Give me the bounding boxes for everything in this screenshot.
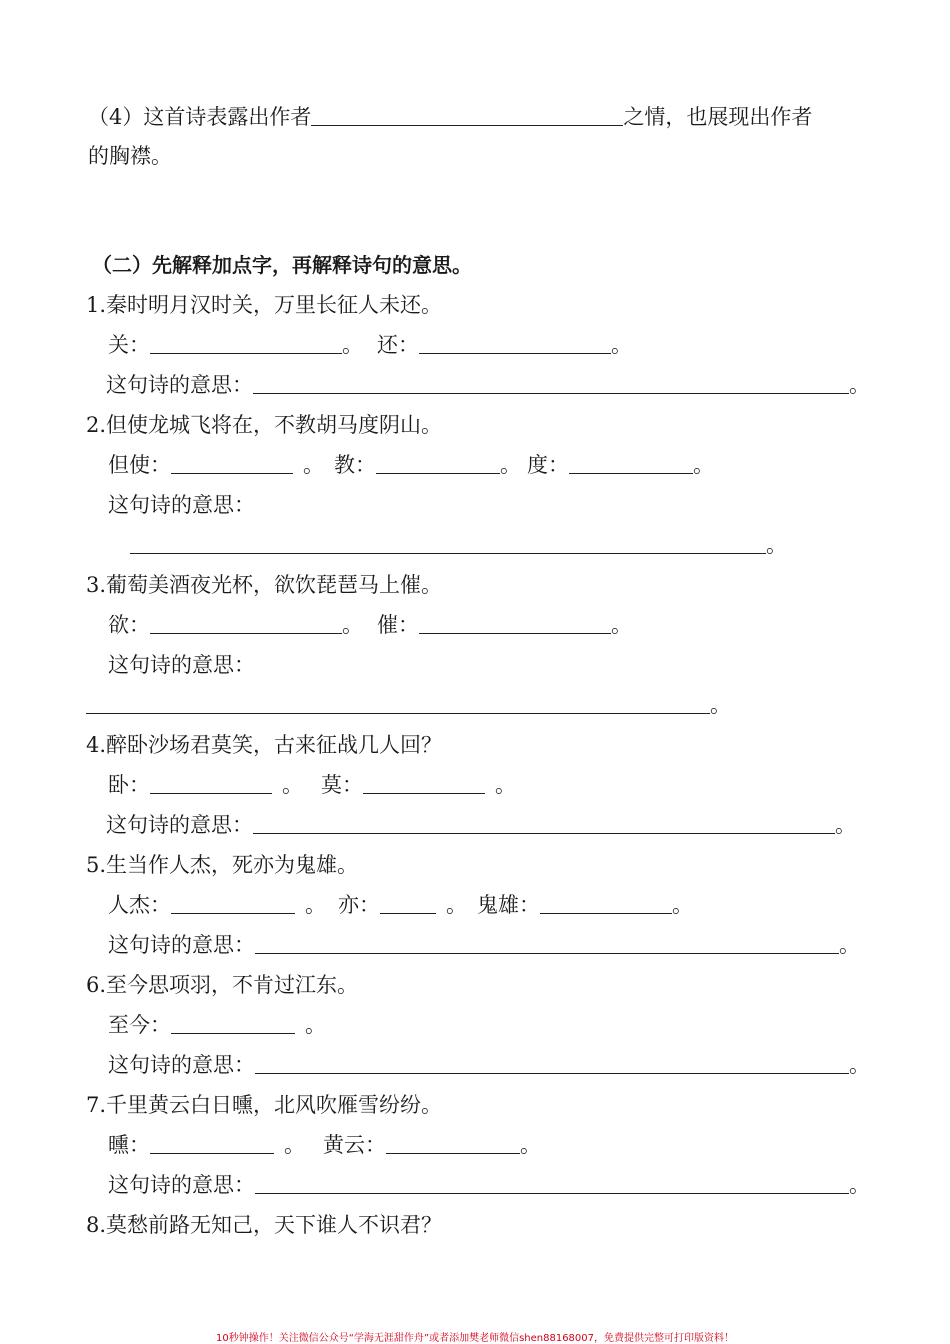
q1-word-row xyxy=(108,331,632,359)
period: 。 xyxy=(500,453,521,477)
period: 。 xyxy=(835,813,856,837)
q2-meaning-blank[interactable] xyxy=(130,533,766,554)
q5-word-3-blank[interactable] xyxy=(540,893,672,914)
q7-word-row xyxy=(108,1131,541,1159)
q5-word-3-label: 鬼雄： xyxy=(477,893,540,917)
q6-word-1-blank[interactable] xyxy=(171,1013,295,1034)
part4-prefix: （4）这首诗表露出作者 xyxy=(88,105,312,129)
part4-answer-blank[interactable] xyxy=(311,105,623,126)
q5-meaning-blank[interactable] xyxy=(255,933,839,954)
q1-meaning-row xyxy=(106,371,870,399)
meaning-label: 这句诗的意思： xyxy=(108,1053,255,1077)
period: 。 xyxy=(849,373,870,397)
q6-meaning-blank[interactable] xyxy=(255,1053,849,1074)
q2-word-3-label: 度： xyxy=(527,453,569,477)
q7-word-2-label: 黄云： xyxy=(323,1133,386,1157)
part4-line1 xyxy=(88,103,812,131)
q2-meaning-row xyxy=(130,531,787,559)
q2-word-3-blank[interactable] xyxy=(569,453,693,474)
question-5: 5.生当作人杰，死亦为鬼雄。 xyxy=(86,853,359,877)
q3-word-row xyxy=(108,611,632,639)
q4-word-1-blank[interactable] xyxy=(150,773,272,794)
q1-word-1-blank[interactable] xyxy=(150,333,342,354)
q4-word-row xyxy=(108,771,516,799)
period: 。 xyxy=(495,773,516,797)
period: 。 xyxy=(446,893,467,917)
q3-meaning-label: 这句诗的意思： xyxy=(108,653,255,677)
period: 。 xyxy=(611,613,632,637)
period: 。 xyxy=(305,893,326,917)
meaning-label: 这句诗的意思： xyxy=(106,813,253,837)
q3-word-2-label: 催： xyxy=(377,613,419,637)
period: 。 xyxy=(284,1133,305,1157)
q2-meaning-label: 这句诗的意思： xyxy=(108,493,255,517)
q5-word-row xyxy=(108,891,693,919)
question-3: 3.葡萄美酒夜光杯，欲饮琵琶马上催。 xyxy=(86,573,443,597)
period: 。 xyxy=(710,693,731,717)
q7-word-2-blank[interactable] xyxy=(386,1133,520,1154)
q5-word-1-blank[interactable] xyxy=(171,893,295,914)
q2-word-2-label: 教： xyxy=(334,453,376,477)
period: 。 xyxy=(672,893,693,917)
period: 。 xyxy=(303,453,324,477)
q1-word-1-label: 关： xyxy=(108,333,150,357)
section2-heading: （二）先解释加点字，再解释诗句的意思。 xyxy=(92,253,472,277)
question-2: 2.但使龙城飞将在，不教胡马度阴山。 xyxy=(86,413,443,437)
q4-word-2-blank[interactable] xyxy=(363,773,485,794)
part4-suffix: 之情，也展现出作者 xyxy=(623,105,813,129)
q2-word-1-label: 但使： xyxy=(108,453,171,477)
period: 。 xyxy=(849,1173,870,1197)
period: 。 xyxy=(693,453,714,477)
period: 。 xyxy=(611,333,632,357)
part4-line2: 的胸襟。 xyxy=(88,144,172,168)
q7-word-1-blank[interactable] xyxy=(150,1133,274,1154)
q4-meaning-blank[interactable] xyxy=(253,813,835,834)
q7-meaning-row xyxy=(108,1171,870,1199)
period: 。 xyxy=(282,773,303,797)
meaning-label: 这句诗的意思： xyxy=(106,373,253,397)
q5-word-2-label: 亦： xyxy=(338,893,380,917)
period: 。 xyxy=(849,1053,870,1077)
period: 。 xyxy=(766,533,787,557)
q1-word-2-blank[interactable] xyxy=(419,333,611,354)
q6-meaning-row xyxy=(108,1051,870,1079)
q4-meaning-row xyxy=(106,811,856,839)
period: 。 xyxy=(342,333,363,357)
question-1: 1.秦时明月汉时关，万里长征人未还。 xyxy=(86,293,443,317)
q5-meaning-row xyxy=(108,931,860,959)
q3-word-1-label: 欲： xyxy=(108,613,150,637)
meaning-label: 这句诗的意思： xyxy=(108,1173,255,1197)
q1-word-2-label: 还： xyxy=(377,333,419,357)
q6-word-1-label: 至今： xyxy=(108,1013,171,1037)
question-4: 4.醉卧沙场君莫笑，古来征战几人回？ xyxy=(86,733,443,757)
q5-word-1-label: 人杰： xyxy=(108,893,171,917)
question-8: 8.莫愁前路无知己，天下谁人不识君？ xyxy=(86,1213,443,1237)
q3-meaning-blank[interactable] xyxy=(86,693,710,714)
period: 。 xyxy=(839,933,860,957)
meaning-label: 这句诗的意思： xyxy=(108,933,255,957)
q2-word-2-blank[interactable] xyxy=(376,453,500,474)
period: 。 xyxy=(342,613,363,637)
q7-word-1-label: 曛： xyxy=(108,1133,150,1157)
q1-meaning-blank[interactable] xyxy=(253,373,849,394)
q3-word-1-blank[interactable] xyxy=(150,613,342,634)
period: 。 xyxy=(305,1013,326,1037)
footer-watermark: 10秒钟操作！关注微信公众号“学海无涯甜作舟”或者添加樊老师微信shen88168007，免费提供完整可打印版资料！ xyxy=(215,1333,735,1344)
q3-word-2-blank[interactable] xyxy=(419,613,611,634)
q6-word-row xyxy=(108,1011,326,1039)
q4-word-1-label: 卧： xyxy=(108,773,150,797)
q5-word-2-blank[interactable] xyxy=(380,893,436,914)
q2-word-1-blank[interactable] xyxy=(171,453,293,474)
period: 。 xyxy=(520,1133,541,1157)
q4-word-2-label: 莫： xyxy=(321,773,363,797)
q7-meaning-blank[interactable] xyxy=(255,1173,849,1194)
q3-meaning-row xyxy=(86,691,731,719)
question-7: 7.千里黄云白日曛，北风吹雁雪纷纷。 xyxy=(86,1093,443,1117)
question-6: 6.至今思项羽，不肯过江东。 xyxy=(86,973,359,997)
q2-word-row xyxy=(108,451,714,479)
